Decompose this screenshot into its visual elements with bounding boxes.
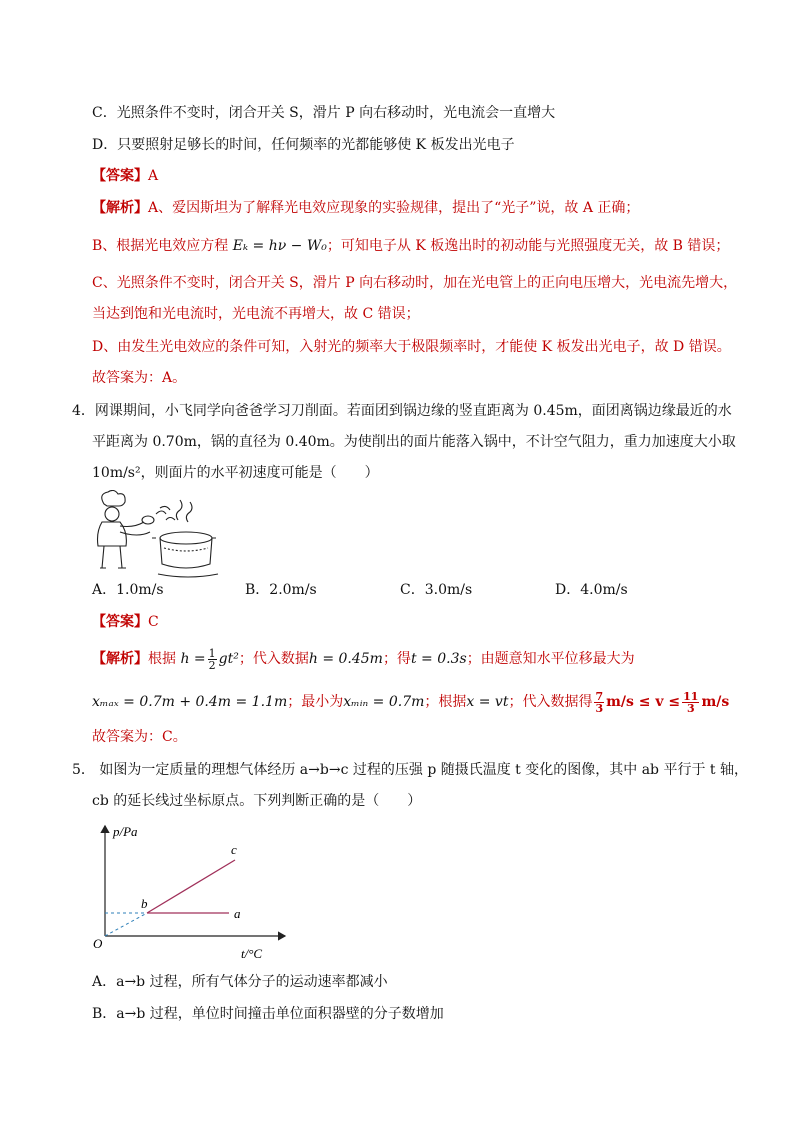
fraction-denominator: 2: [208, 658, 216, 672]
formula-xmax: xₘₐₓ = 0.7m + 0.4m = 1.1m: [92, 694, 288, 710]
q4-option-c: C．3.0m/s: [400, 582, 473, 598]
formula-h: h =: [180, 651, 206, 667]
fraction-denominator: 3: [595, 701, 604, 715]
analysis-tag: 【解析】: [92, 200, 148, 216]
analysis-text: A、爱因斯坦为了解释光电效应现象的实验规律，提出了“光子”说，故 A 正确；: [148, 200, 640, 216]
formula-x-vt: x = vt: [466, 694, 509, 710]
q4-answer-row: [92, 612, 159, 632]
q4-stem-line-1: 4．网课期间，小飞同学向爸爸学习刀削面。若面团到锅边缘的竖直距离为 0.45m，面团离锅边缘最近的水: [72, 403, 732, 419]
analysis-text: ；可知电子从 K 板逸出时的初动能与光照强度无关，故 B 错误；: [326, 238, 730, 254]
photoelectric-equation: Eₖ = hν − W₀: [232, 238, 327, 254]
q5-stem-line-1: 5． 如图为一定质量的理想气体经历 a→b→c 过程的压强 p 随摄氏温度 t 变化的图像，其中 ab 平行于 t 轴，: [72, 762, 748, 778]
velocity-unit: m/s: [701, 694, 730, 710]
velocity-range-text: m/s ≤ v ≤: [606, 694, 681, 710]
q4-stem-line-2: 平距离为 0.70m，锅的直径为 0.40m。为使削出的面片能落入锅中，不计空气阻力，重力加速度大小取: [92, 434, 736, 450]
answer-value: C: [148, 614, 159, 630]
q4-analysis-line-2: [92, 690, 729, 714]
q5-stem-line-2: cb 的延长线过坐标原点。下列判断正确的是（ ）: [92, 793, 422, 809]
fraction-eleven-thirds: [682, 691, 699, 714]
answer-value: A: [148, 168, 159, 184]
q3-analysis-b: [92, 236, 729, 256]
analysis-text: ；得: [382, 651, 411, 667]
analysis-text: ；代入数据得: [508, 694, 593, 710]
formula-xmin: xₘᵢₙ = 0.7m: [343, 694, 425, 710]
analysis-text: B、根据光电效应方程: [92, 238, 229, 254]
q3-analysis-d: D、由发生光电效应的条件可知，入射光的频率大于极限频率时，才能使 K 板发出光电子，故 D 错误。: [92, 339, 731, 355]
y-axis-label: p/Pa: [113, 824, 138, 839]
point-b-label: b: [141, 896, 148, 911]
answer-tag: 【答案】: [92, 614, 148, 630]
q3-option-d: D．只要照射足够长的时间，任何频率的光都能够使 K 板发出光电子: [92, 137, 515, 153]
fraction-seven-thirds: [594, 691, 604, 714]
chef-cooking-illustration: [90, 490, 220, 580]
analysis-text: ；由题意知水平位移最大为: [466, 651, 635, 667]
origin-label: O: [93, 936, 103, 951]
point-a-label: a: [234, 906, 241, 921]
q4-option-d: D．4.0m/s: [555, 582, 628, 598]
pressure-temperature-graph: [85, 818, 305, 968]
answer-tag: 【答案】: [92, 168, 148, 184]
analysis-text: ；最小为: [287, 694, 344, 710]
formula-h-value: h = 0.45m: [308, 651, 383, 667]
q3-answer-row: [92, 166, 158, 186]
analysis-text: ；根据: [424, 694, 467, 710]
analysis-text: ；代入数据: [238, 651, 309, 667]
analysis-text: 根据: [148, 651, 176, 667]
q3-analysis-c1: C、光照条件不变时，闭合开关 S，滑片 P 向右移动时，加在光电管上的正向电压增大，光电流先增大，: [92, 275, 738, 291]
q3-conclusion: 故答案为：A。: [92, 370, 187, 386]
fraction-numerator: 7: [595, 689, 604, 703]
point-c-label: c: [231, 842, 237, 857]
dashed-origin-to-b: [105, 913, 147, 936]
formula-t-value: t = 0.3s: [410, 651, 467, 667]
q4-option-b: B．2.0m/s: [245, 582, 317, 598]
fraction-one-half: [208, 648, 217, 671]
q3-analysis-c2: 当达到饱和光电流时，光电流不再增大，故 C 错误；: [92, 306, 420, 322]
formula-gt2: gt²: [218, 651, 239, 667]
fraction-denominator: 3: [686, 701, 695, 715]
q3-option-c: C．光照条件不变时，闭合开关 S，滑片 P 向右移动时，光电流会一直增大: [92, 105, 556, 121]
fraction-numerator: 11: [683, 689, 699, 703]
q5-option-a: A．a→b 过程，所有气体分子的运动速率都减小: [92, 974, 388, 990]
q4-option-a: A．1.0m/s: [92, 582, 164, 598]
line-b-to-c: [147, 860, 235, 913]
q4-analysis-line-1: [92, 647, 635, 671]
analysis-tag: 【解析】: [92, 651, 148, 667]
q5-option-b: B．a→b 过程，单位时间撞击单位面积器壁的分子数增加: [92, 1006, 444, 1022]
q4-stem-line-3: 10m/s²，则面片的水平初速度可能是（ ）: [92, 465, 379, 481]
q3-analysis-a: [92, 198, 639, 218]
x-axis-label: t/°C: [241, 946, 263, 961]
q4-conclusion: 故答案为：C。: [92, 729, 187, 745]
fraction-numerator: 1: [208, 646, 216, 660]
